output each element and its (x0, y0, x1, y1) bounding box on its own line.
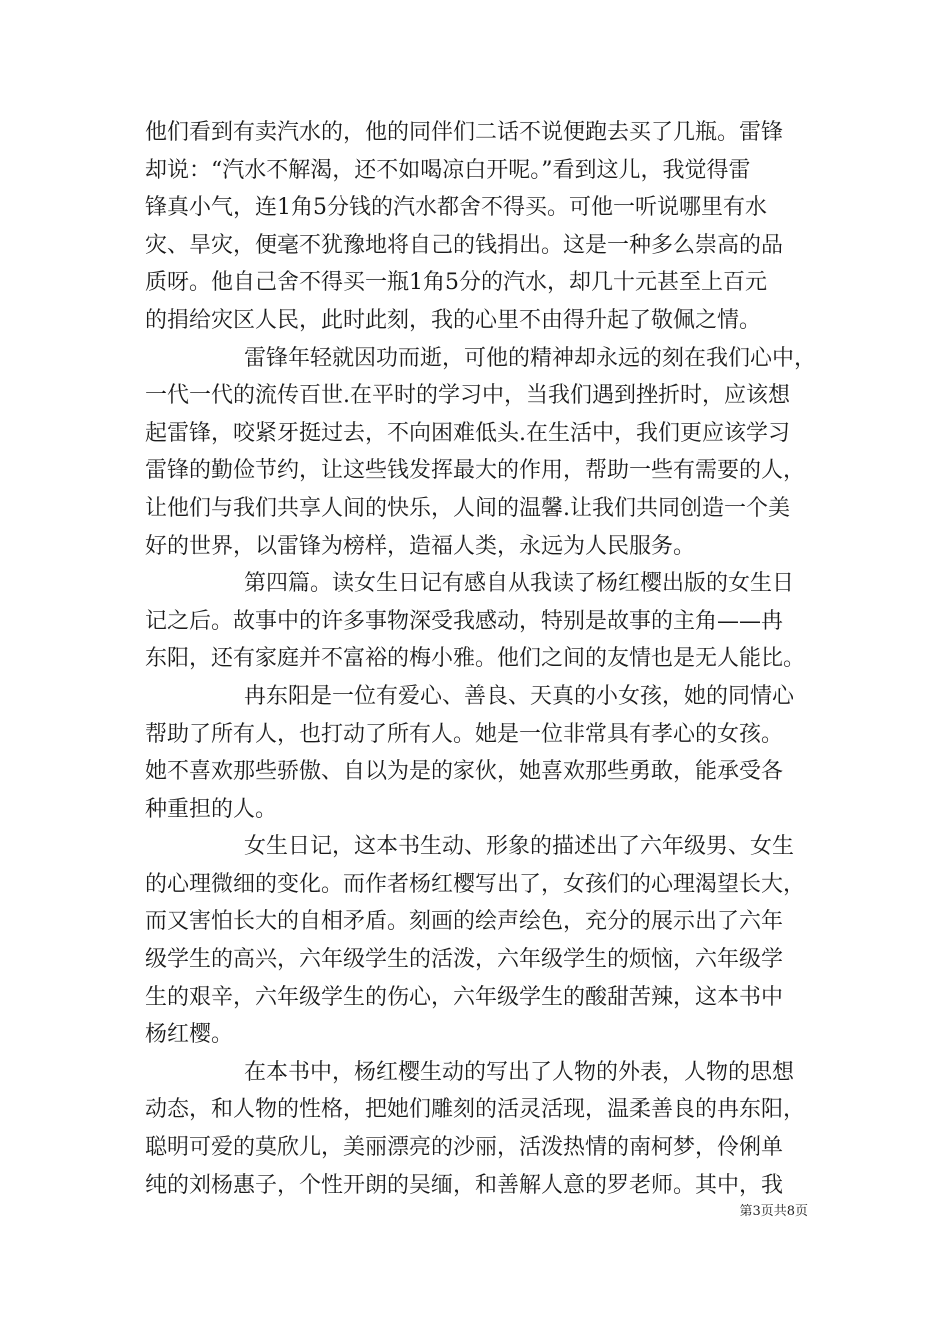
text-line: 帮助了所有人，也打动了所有人。她是一位非常具有孝心的女孩。 (145, 721, 784, 747)
text-line: 而又害怕长大的自相矛盾。刻画的绘声绘色，充分的展示出了六年 (145, 909, 784, 935)
page-number-footer: 第3页共8页 (739, 1204, 808, 1219)
text-line: 级学生的高兴，六年级学生的活泼，六年级学生的烦恼，六年级学 (145, 947, 784, 973)
text-line: 生的艰辛，六年级学生的伤心，六年级学生的酸甜苦辣，这本书中 (145, 984, 784, 1010)
text-line: 的心理微细的变化。而作者杨红樱写出了，女孩们的心理渴望长大， (145, 871, 806, 897)
paragraph-first-line: 冉东阳是一位有爱心、善良、天真的小女孩，她的同情心 (244, 683, 795, 709)
text-line: 动态，和人物的性格，把她们雕刻的活灵活现，温柔善良的冉东阳， (145, 1097, 806, 1123)
text-line: 杨红樱。 (145, 1022, 234, 1048)
text-line: 却说：“汽水不解渴，还不如喝凉白开呢。”看到这儿，我觉得雷 (145, 157, 751, 183)
text-line: 灾、旱灾，便毫不犹豫地将自己的钱捐出。这是一种多么崇高的品 (145, 232, 784, 258)
text-line: 质呀。他自己舍不得买一瓶1角5分的汽水，却几十元甚至上百元 (145, 270, 767, 296)
text-line: 她不喜欢那些骄傲、自以为是的家伙，她喜欢那些勇敢，能承受各 (145, 759, 784, 785)
text-line: 起雷锋，咬紧牙挺过去，不向困难低头.在生活中，我们更应该学习 (145, 420, 790, 446)
text-line: 他们看到有卖汽水的，他的同伴们二话不说便跑去买了几瓶。雷锋 (145, 120, 784, 145)
text-line: 让他们与我们共享人间的快乐，人间的温馨.让我们共同创造一个美 (145, 495, 790, 521)
paragraph-first-line: 在本书中，杨红樱生动的写出了人物的外表，人物的思想 (244, 1059, 795, 1085)
text-line: 好的世界，以雷锋为榜样，造福人类，永远为人民服务。 (145, 533, 696, 559)
paragraph-first-line: 女生日记，这本书生动、形象的描述出了六年级男、女生 (244, 834, 795, 860)
text-line: 纯的刘杨惠子，个性开朗的吴缅，和善解人意的罗老师。其中，我 (145, 1172, 784, 1198)
paragraph-first-line: 雷锋年轻就因功而逝，可他的精神却永远的刻在我们心中， (244, 345, 817, 371)
text-line: 一代一代的流传百世.在平时的学习中，当我们遇到挫折时，应该想 (145, 383, 790, 409)
text-line: 东阳，还有家庭并不富裕的梅小雅。他们之间的友情也是无人能比。 (145, 646, 806, 672)
text-line: 雷锋的勤俭节约，让这些钱发挥最大的作用，帮助一些有需要的人， (145, 458, 806, 484)
text-line: 锋真小气，连1角5分钱的汽水都舍不得买。可他一听说哪里有水 (145, 195, 767, 221)
text-line: 记之后。故事中的许多事物深受我感动，特别是故事的主角——冉 (145, 608, 784, 634)
text-line: 聪明可爱的莫欣儿，美丽漂亮的沙丽，活泼热情的南柯梦，伶俐单 (145, 1135, 784, 1161)
document-body (145, 114, 815, 1204)
paragraph-first-line: 第四篇。读女生日记有感自从我读了杨红樱出版的女生日 (244, 571, 795, 597)
text-line: 种重担的人。 (145, 796, 278, 822)
text-line: 的捐给灾区人民，此时此刻，我的心里不由得升起了敬佩之情。 (145, 307, 762, 333)
